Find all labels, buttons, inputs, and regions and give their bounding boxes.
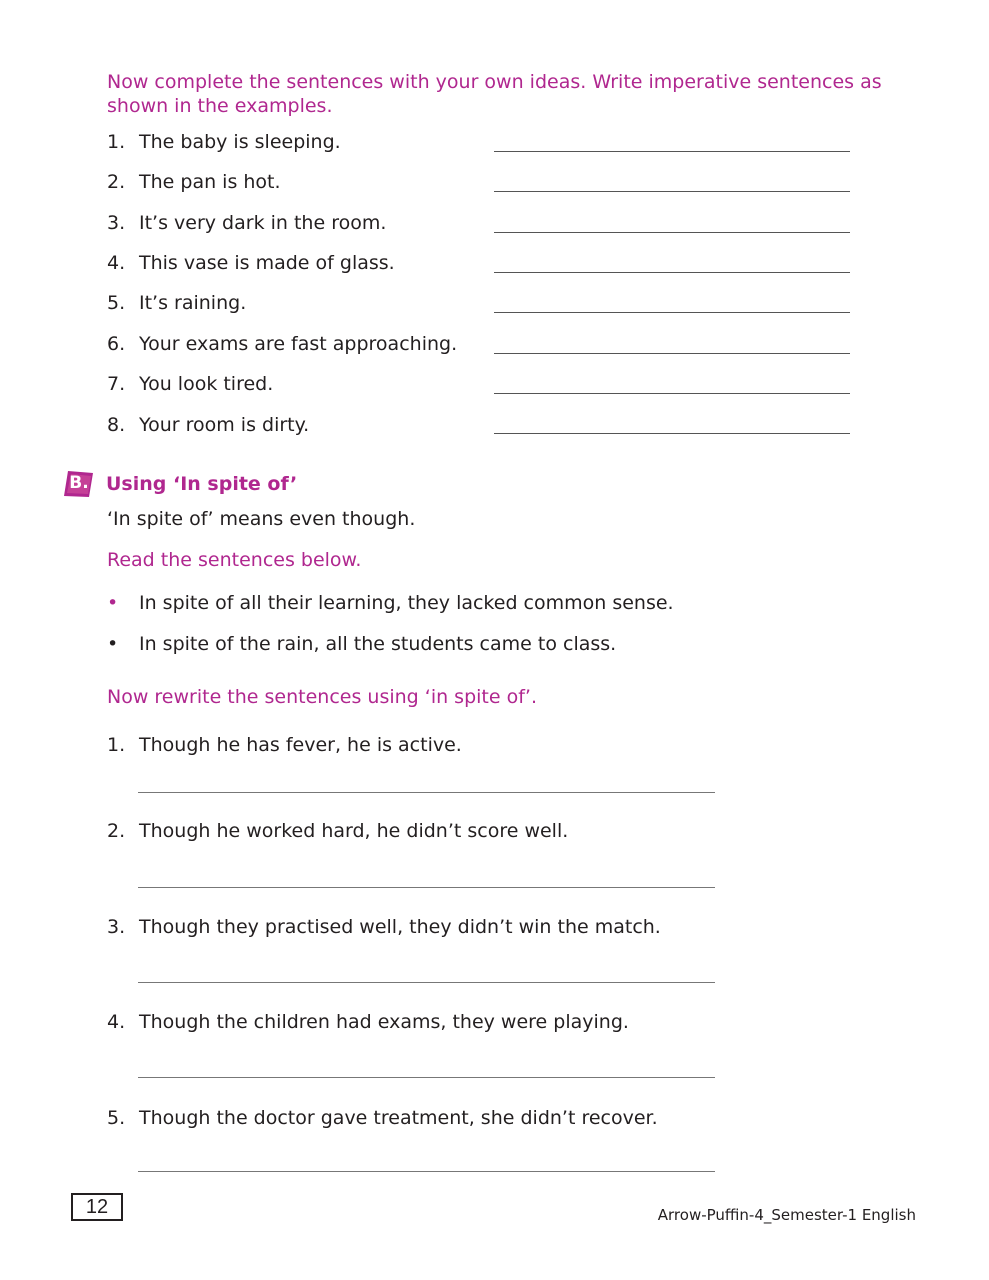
bullet-icon: • [107,633,119,655]
answer-line[interactable] [494,191,850,192]
item-number: 8. [107,414,126,436]
answer-line[interactable] [494,272,850,273]
example-item [107,591,674,615]
item-number: 3. [107,916,126,938]
list-item [107,819,568,843]
section-badge-letter: B. [69,473,89,493]
section-b-heading [62,469,297,499]
item-text: The pan is hot. [139,171,281,193]
item-number: 3. [107,212,126,234]
list-item [107,130,341,154]
read-instruction: Read the sentences below. [107,549,362,571]
item-text: Though he worked hard, he didn’t score well. [139,820,569,842]
answer-line[interactable] [494,433,850,434]
section-title: Using ‘In spite of’ [106,473,298,495]
item-text: This vase is made of glass. [139,252,395,274]
answer-line[interactable] [494,151,850,152]
item-text: Though they practised well, they didn’t win the match. [139,916,661,938]
section-badge-icon [62,469,96,499]
item-text: Though he has fever, he is active. [139,734,462,756]
answer-line[interactable] [494,232,850,233]
book-title: Arrow-Puffin-4_Semester-1 English [657,1206,916,1224]
rewrite-instruction: Now rewrite the sentences using ‘in spite of’. [107,686,537,708]
list-item [107,291,246,315]
item-number: 5. [107,1107,126,1129]
list-item [107,1106,658,1130]
list-item [107,211,386,235]
list-item [107,170,281,194]
item-number: 2. [107,820,126,842]
item-text: The baby is sleeping. [139,131,341,153]
list-item [107,733,462,757]
list-item [107,372,273,396]
definition-text: ‘In spite of’ means even though. [107,508,416,530]
item-text: It’s very dark in the room. [139,212,387,234]
list-item [107,332,457,356]
item-number: 5. [107,292,126,314]
bullet-icon: • [107,592,119,614]
item-text: Your exams are fast approaching. [139,333,458,355]
answer-line[interactable] [138,792,715,793]
answer-line[interactable] [494,312,850,313]
item-number: 1. [107,131,126,153]
answer-line[interactable] [138,887,715,888]
example-item [107,632,616,656]
list-item [107,251,395,275]
item-text: Though the children had exams, they were playing. [139,1011,629,1033]
item-number: 4. [107,1011,126,1033]
list-item [107,915,661,939]
item-number: 1. [107,734,126,756]
item-number: 2. [107,171,126,193]
item-number: 7. [107,373,126,395]
item-text: It’s raining. [139,292,247,314]
item-text: Though the doctor gave treatment, she didn’t recover. [139,1107,658,1129]
page-number: 12 [71,1193,123,1221]
list-item [107,1010,629,1034]
example-text: In spite of the rain, all the students came to class. [139,633,617,655]
answer-line[interactable] [138,1171,715,1172]
item-number: 4. [107,252,126,274]
answer-line[interactable] [494,393,850,394]
item-text: Your room is dirty. [139,414,310,436]
item-number: 6. [107,333,126,355]
item-text: You look tired. [139,373,274,395]
example-text: In spite of all their learning, they lacked common sense. [139,592,674,614]
list-item [107,413,309,437]
part-a-instruction: Now complete the sentences with your own ideas. Write imperative sentences as shown in the examples. [107,71,882,117]
answer-line[interactable] [138,1077,715,1078]
answer-line[interactable] [138,982,715,983]
answer-line[interactable] [494,353,850,354]
